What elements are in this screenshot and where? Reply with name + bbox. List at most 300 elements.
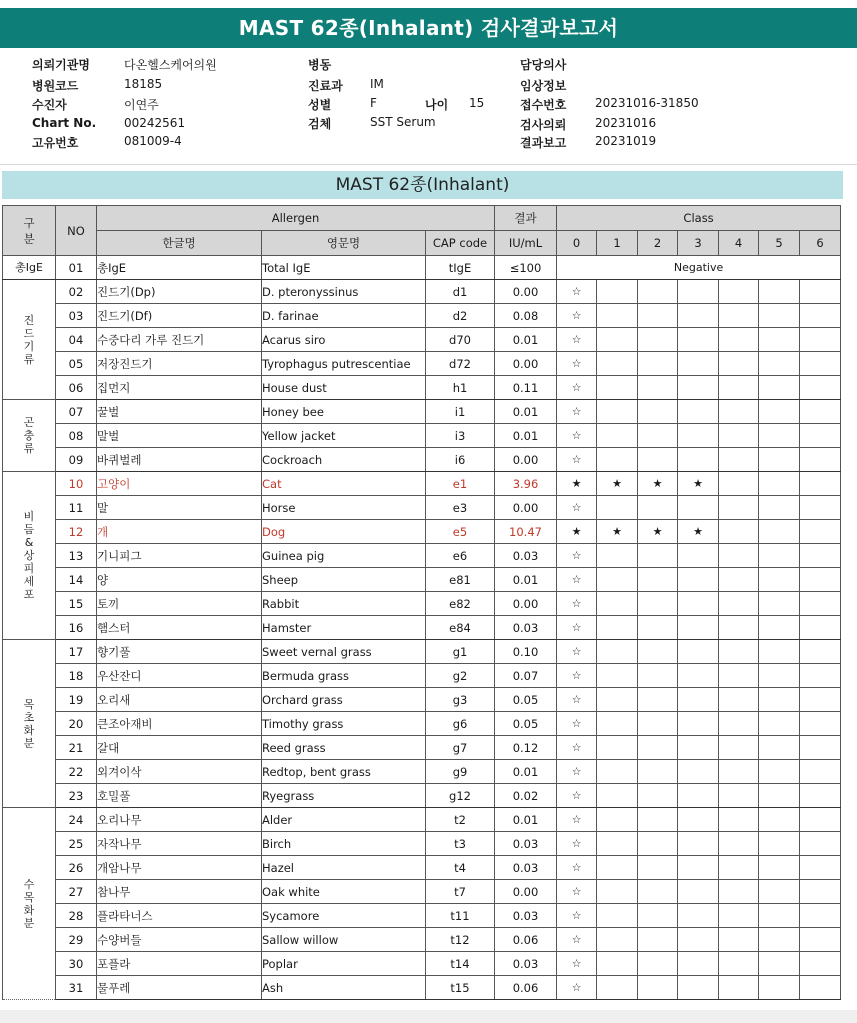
- korean-name: 집먼지: [97, 376, 262, 400]
- english-name: Sheep: [262, 568, 426, 592]
- class-1-cell: [597, 424, 638, 448]
- english-name: Hamster: [262, 616, 426, 640]
- row-no: 13: [56, 544, 97, 568]
- cap-code: t12: [426, 928, 495, 952]
- class-1-cell: [597, 544, 638, 568]
- class-1-cell: [597, 568, 638, 592]
- cap-code: e1: [426, 472, 495, 496]
- english-name: Sycamore: [262, 904, 426, 928]
- class-2-cell: [638, 496, 678, 520]
- class-4-cell: [719, 928, 759, 952]
- result-value: 0.01: [495, 808, 557, 832]
- header-class: Class: [557, 206, 841, 231]
- class-3-cell: [678, 784, 719, 808]
- info-label: 검사의뢰: [520, 118, 567, 132]
- english-name: Tyrophagus putrescentiae: [262, 352, 426, 376]
- row-no: 29: [56, 928, 97, 952]
- group-label: 곤충류: [23, 416, 35, 455]
- class-0-cell: ☆: [557, 784, 597, 808]
- class-2-cell: [638, 856, 678, 880]
- class-0-cell: ☆: [557, 616, 597, 640]
- class-3-cell: [678, 544, 719, 568]
- cap-code: e82: [426, 592, 495, 616]
- header-english-name: 영문명: [262, 231, 426, 256]
- english-name: Ash: [262, 976, 426, 1000]
- report-title: MAST 62종(Inhalant) 검사결과보고서: [238, 16, 619, 40]
- class-2-cell: [638, 736, 678, 760]
- cap-code: e81: [426, 568, 495, 592]
- class-0-cell: ☆: [557, 376, 597, 400]
- class-5-cell: [759, 904, 800, 928]
- result-value: 0.00: [495, 880, 557, 904]
- class-3-cell: [678, 352, 719, 376]
- result-value: 0.06: [495, 928, 557, 952]
- class-6-cell: [800, 928, 841, 952]
- class-5-cell: [759, 376, 800, 400]
- header-cap-code: CAP code: [426, 231, 495, 256]
- class-4-cell: [719, 496, 759, 520]
- table-row: [3, 544, 841, 568]
- class-0-cell: ☆: [557, 448, 597, 472]
- class-6-cell: [800, 352, 841, 376]
- group-label: 비듬 & 상피세포: [23, 510, 35, 601]
- korean-name: 진드기(Df): [97, 304, 262, 328]
- english-name: Orchard grass: [262, 688, 426, 712]
- info-value: 20231016: [595, 116, 657, 130]
- row-no: 02: [56, 280, 97, 304]
- class-6-cell: [800, 304, 841, 328]
- class-6-cell: [800, 712, 841, 736]
- class-0-cell: ☆: [557, 712, 597, 736]
- result-value: 0.05: [495, 712, 557, 736]
- info-label: 병원코드: [32, 79, 79, 93]
- class-6-cell: [800, 904, 841, 928]
- table-row: [3, 880, 841, 904]
- info-value: IM: [370, 77, 384, 91]
- group-label: 총IgE: [15, 261, 43, 274]
- class-0-cell: ☆: [557, 544, 597, 568]
- table-row: [3, 616, 841, 640]
- class-5-cell: [759, 664, 800, 688]
- table-row: [3, 376, 841, 400]
- english-name: Sweet vernal grass: [262, 640, 426, 664]
- class-6-cell: [800, 424, 841, 448]
- class-3-cell: [678, 592, 719, 616]
- class-5-cell: [759, 592, 800, 616]
- korean-name: 말벌: [97, 424, 262, 448]
- cap-code: h1: [426, 376, 495, 400]
- class-5-cell: [759, 304, 800, 328]
- class-3-cell: [678, 664, 719, 688]
- table-row: [3, 352, 841, 376]
- class-4-cell: [719, 712, 759, 736]
- korean-name: 참나무: [97, 880, 262, 904]
- table-row: [3, 712, 841, 736]
- korean-name: 햄스터: [97, 616, 262, 640]
- result-value: 0.03: [495, 856, 557, 880]
- cap-code: tIgE: [426, 256, 495, 280]
- result-value: 3.96: [495, 472, 557, 496]
- korean-name: 바퀴벌레: [97, 448, 262, 472]
- result-value: 0.10: [495, 640, 557, 664]
- class-4-cell: [719, 640, 759, 664]
- cap-code: i1: [426, 400, 495, 424]
- info-label: 성별: [308, 98, 332, 112]
- korean-name: 저장진드기: [97, 352, 262, 376]
- class-2-cell: [638, 688, 678, 712]
- table-row: [3, 976, 841, 1000]
- result-value: 10.47: [495, 520, 557, 544]
- cap-code: t15: [426, 976, 495, 1000]
- class-0-cell: ☆: [557, 856, 597, 880]
- info-value: SST Serum: [370, 115, 436, 129]
- korean-name: 오리나무: [97, 808, 262, 832]
- class-2-cell: [638, 928, 678, 952]
- class-5-cell: [759, 856, 800, 880]
- table-row: [3, 472, 841, 496]
- class-0-cell: ☆: [557, 688, 597, 712]
- section-title-text: MAST 62종(Inhalant): [335, 175, 510, 195]
- row-no: 06: [56, 376, 97, 400]
- class-2-cell: [638, 664, 678, 688]
- table-row: [3, 568, 841, 592]
- class-0-cell: ☆: [557, 496, 597, 520]
- result-value: 0.05: [495, 688, 557, 712]
- info-label: 병동: [308, 58, 332, 72]
- class-1-cell: [597, 904, 638, 928]
- result-value: 0.03: [495, 832, 557, 856]
- cap-code: g6: [426, 712, 495, 736]
- english-name: Birch: [262, 832, 426, 856]
- class-4-cell: [719, 352, 759, 376]
- class-1-cell: [597, 784, 638, 808]
- info-label: 담당의사: [520, 58, 567, 72]
- class-6-cell: [800, 448, 841, 472]
- info-label: 나이: [425, 98, 449, 112]
- class-0-cell: ☆: [557, 808, 597, 832]
- class-0-cell: ☆: [557, 760, 597, 784]
- cap-code: e5: [426, 520, 495, 544]
- header-class-5: 5: [759, 231, 800, 256]
- class-6-cell: [800, 664, 841, 688]
- english-name: Honey bee: [262, 400, 426, 424]
- cap-code: g7: [426, 736, 495, 760]
- cap-code: e6: [426, 544, 495, 568]
- class-2-cell: [638, 808, 678, 832]
- class-1-cell: [597, 448, 638, 472]
- class-5-cell: [759, 616, 800, 640]
- row-no: 20: [56, 712, 97, 736]
- row-no: 28: [56, 904, 97, 928]
- group-cell: [3, 400, 56, 472]
- report-title-banner: [0, 8, 857, 48]
- class-4-cell: [719, 616, 759, 640]
- info-value: F: [370, 96, 377, 110]
- class-4-cell: [719, 448, 759, 472]
- class-3-cell: [678, 304, 719, 328]
- class-4-cell: [719, 760, 759, 784]
- class-6-cell: [800, 808, 841, 832]
- class-1-cell: ★: [597, 472, 638, 496]
- cap-code: i3: [426, 424, 495, 448]
- class-5-cell: [759, 328, 800, 352]
- class-2-cell: [638, 424, 678, 448]
- class-2-cell: [638, 544, 678, 568]
- class-5-cell: [759, 424, 800, 448]
- info-value: 20231016-31850: [595, 96, 699, 110]
- class-5-cell: [759, 544, 800, 568]
- class-1-cell: [597, 352, 638, 376]
- class-1-cell: [597, 592, 638, 616]
- result-value: 0.03: [495, 544, 557, 568]
- class-3-cell: [678, 736, 719, 760]
- table-row: [3, 328, 841, 352]
- english-name: Yellow jacket: [262, 424, 426, 448]
- header-korean-name: 한글명: [97, 231, 262, 256]
- info-label: Chart No.: [32, 116, 97, 130]
- korean-name: 호밀풀: [97, 784, 262, 808]
- korean-name: 수중다리 가루 진드기: [97, 328, 262, 352]
- class-1-cell: [597, 952, 638, 976]
- cap-code: d70: [426, 328, 495, 352]
- class-6-cell: [800, 328, 841, 352]
- row-no: 16: [56, 616, 97, 640]
- group-cell: [3, 640, 56, 808]
- info-label: 수진자: [32, 98, 67, 112]
- korean-name: 자작나무: [97, 832, 262, 856]
- english-name: D. farinae: [262, 304, 426, 328]
- header-class-6: 6: [800, 231, 841, 256]
- cap-code: d72: [426, 352, 495, 376]
- result-value: 0.07: [495, 664, 557, 688]
- class-3-cell: [678, 400, 719, 424]
- row-no: 08: [56, 424, 97, 448]
- info-value: 15: [469, 96, 485, 110]
- korean-name: 포플라: [97, 952, 262, 976]
- english-name: Cat: [262, 472, 426, 496]
- class-4-cell: [719, 808, 759, 832]
- korean-name: 향기풀: [97, 640, 262, 664]
- group-label: 진드기류: [23, 313, 35, 366]
- table-row: [3, 784, 841, 808]
- class-3-cell: [678, 640, 719, 664]
- class-1-cell: [597, 304, 638, 328]
- class-5-cell: [759, 280, 800, 304]
- korean-name: 플라타너스: [97, 904, 262, 928]
- cap-code: g12: [426, 784, 495, 808]
- class-2-cell: [638, 568, 678, 592]
- cap-code: e84: [426, 616, 495, 640]
- class-0-cell: ☆: [557, 832, 597, 856]
- class-2-cell: [638, 304, 678, 328]
- class-1-cell: [597, 976, 638, 1000]
- result-value: ≤100: [495, 256, 557, 280]
- row-no: 09: [56, 448, 97, 472]
- group-label: 수목화분: [23, 877, 35, 930]
- korean-name: 기니피그: [97, 544, 262, 568]
- class-0-cell: ★: [557, 472, 597, 496]
- result-value: 0.01: [495, 760, 557, 784]
- korean-name: 고양이: [97, 472, 262, 496]
- row-no: 19: [56, 688, 97, 712]
- english-name: Horse: [262, 496, 426, 520]
- class-3-cell: [678, 376, 719, 400]
- english-name: Reed grass: [262, 736, 426, 760]
- class-4-cell: [719, 328, 759, 352]
- class-6-cell: [800, 544, 841, 568]
- english-name: Cockroach: [262, 448, 426, 472]
- class-0-cell: ☆: [557, 736, 597, 760]
- class-4-cell: [719, 784, 759, 808]
- table-row: [3, 448, 841, 472]
- class-1-cell: [597, 856, 638, 880]
- result-value: 0.01: [495, 424, 557, 448]
- row-no: 22: [56, 760, 97, 784]
- english-name: Rabbit: [262, 592, 426, 616]
- class-1-cell: [597, 688, 638, 712]
- cap-code: t3: [426, 832, 495, 856]
- class-6-cell: [800, 616, 841, 640]
- class-3-cell: [678, 904, 719, 928]
- class-4-cell: [719, 376, 759, 400]
- row-no: 27: [56, 880, 97, 904]
- class-1-cell: [597, 616, 638, 640]
- class-2-cell: [638, 352, 678, 376]
- english-name: Sallow willow: [262, 928, 426, 952]
- result-value: 0.00: [495, 280, 557, 304]
- class-3-cell: [678, 832, 719, 856]
- class-1-cell: [597, 376, 638, 400]
- korean-name: 개암나무: [97, 856, 262, 880]
- class-0-cell: ☆: [557, 904, 597, 928]
- row-no: 17: [56, 640, 97, 664]
- class-2-cell: [638, 760, 678, 784]
- class-4-cell: [719, 832, 759, 856]
- class-0-cell: ☆: [557, 640, 597, 664]
- group-cell: [3, 256, 56, 280]
- result-note: Negative: [557, 256, 841, 280]
- result-value: 0.11: [495, 376, 557, 400]
- class-6-cell: [800, 376, 841, 400]
- cap-code: t7: [426, 880, 495, 904]
- cap-code: t14: [426, 952, 495, 976]
- korean-name: 오리새: [97, 688, 262, 712]
- class-4-cell: [719, 592, 759, 616]
- class-3-cell: [678, 328, 719, 352]
- header-group: 구분: [3, 206, 56, 256]
- english-name: House dust: [262, 376, 426, 400]
- class-2-cell: [638, 880, 678, 904]
- class-4-cell: [719, 688, 759, 712]
- info-value: 18185: [124, 77, 163, 91]
- class-5-cell: [759, 976, 800, 1000]
- cap-code: g2: [426, 664, 495, 688]
- english-name: Timothy grass: [262, 712, 426, 736]
- english-name: Total IgE: [262, 256, 426, 280]
- divider: [0, 164, 857, 165]
- class-1-cell: [597, 280, 638, 304]
- row-no: 12: [56, 520, 97, 544]
- class-6-cell: [800, 472, 841, 496]
- class-1-cell: [597, 328, 638, 352]
- info-label: 의뢰기관명: [32, 58, 90, 72]
- class-2-cell: [638, 952, 678, 976]
- class-2-cell: [638, 592, 678, 616]
- class-5-cell: [759, 712, 800, 736]
- info-label: 고유번호: [32, 136, 79, 150]
- class-0-cell: ☆: [557, 928, 597, 952]
- table-row: [3, 952, 841, 976]
- group-cell: [3, 280, 56, 400]
- class-3-cell: [678, 448, 719, 472]
- class-4-cell: [719, 568, 759, 592]
- table-row: [3, 400, 841, 424]
- korean-name: 진드기(Dp): [97, 280, 262, 304]
- row-no: 24: [56, 808, 97, 832]
- class-0-cell: ☆: [557, 328, 597, 352]
- korean-name: 수양버들: [97, 928, 262, 952]
- class-5-cell: [759, 928, 800, 952]
- korean-name: 꿀벌: [97, 400, 262, 424]
- group-cell: [3, 808, 56, 1000]
- class-4-cell: [719, 904, 759, 928]
- class-1-cell: [597, 640, 638, 664]
- korean-name: 외겨이삭: [97, 760, 262, 784]
- class-3-cell: [678, 952, 719, 976]
- class-0-cell: ☆: [557, 352, 597, 376]
- info-value: 00242561: [124, 116, 186, 130]
- class-5-cell: [759, 832, 800, 856]
- result-value: 0.02: [495, 784, 557, 808]
- table-row: [3, 304, 841, 328]
- class-1-cell: [597, 400, 638, 424]
- class-5-cell: [759, 400, 800, 424]
- cap-code: e3: [426, 496, 495, 520]
- class-6-cell: [800, 832, 841, 856]
- table-row: [3, 736, 841, 760]
- result-value: 0.00: [495, 352, 557, 376]
- row-no: 15: [56, 592, 97, 616]
- info-label: 결과보고: [520, 136, 567, 150]
- class-3-cell: [678, 976, 719, 1000]
- class-6-cell: [800, 592, 841, 616]
- class-2-cell: [638, 976, 678, 1000]
- english-name: Dog: [262, 520, 426, 544]
- class-0-cell: ☆: [557, 976, 597, 1000]
- class-1-cell: ★: [597, 520, 638, 544]
- class-4-cell: [719, 280, 759, 304]
- english-name: Poplar: [262, 952, 426, 976]
- table-row: [3, 904, 841, 928]
- header-class-3: 3: [678, 231, 719, 256]
- class-3-cell: [678, 568, 719, 592]
- class-3-cell: [678, 928, 719, 952]
- results-body: [3, 256, 841, 1000]
- class-5-cell: [759, 688, 800, 712]
- cap-code: t11: [426, 904, 495, 928]
- class-3-cell: [678, 880, 719, 904]
- class-0-cell: ☆: [557, 568, 597, 592]
- result-value: 0.00: [495, 592, 557, 616]
- table-row: [3, 256, 841, 280]
- class-1-cell: [597, 832, 638, 856]
- class-5-cell: [759, 520, 800, 544]
- class-4-cell: [719, 400, 759, 424]
- class-5-cell: [759, 760, 800, 784]
- group-label: 목초화분: [23, 697, 35, 750]
- class-1-cell: [597, 880, 638, 904]
- cap-code: t2: [426, 808, 495, 832]
